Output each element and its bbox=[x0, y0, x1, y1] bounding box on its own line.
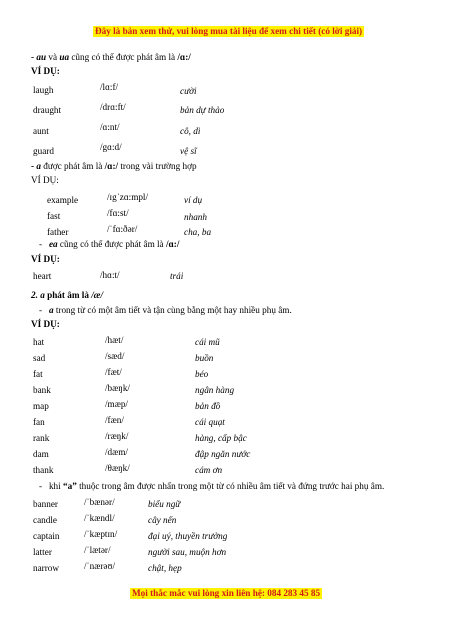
word: fast bbox=[47, 211, 61, 221]
ipa: /ˈbænər/ bbox=[84, 497, 115, 507]
ipa: /ˈlætər/ bbox=[84, 545, 111, 555]
section4-heading bbox=[31, 290, 103, 301]
word: latter bbox=[33, 547, 52, 557]
word: father bbox=[47, 227, 69, 237]
word: map bbox=[33, 401, 49, 411]
word: heart bbox=[33, 271, 52, 281]
meaning: bản dự thảo bbox=[180, 105, 225, 115]
word: narrow bbox=[33, 563, 60, 573]
letter-a-quoted: “a” bbox=[63, 481, 77, 491]
word: thank bbox=[33, 465, 54, 475]
ipa: /drɑ:ft/ bbox=[100, 102, 126, 112]
meaning: cái mũ bbox=[195, 337, 220, 347]
meaning: cười bbox=[180, 86, 197, 96]
meaning: cái quạt bbox=[195, 417, 225, 427]
word: guard bbox=[33, 146, 54, 156]
word: fat bbox=[33, 369, 43, 379]
ipa: /ræŋk/ bbox=[105, 431, 129, 441]
meaning: buồn bbox=[195, 353, 214, 363]
ipa: /fæn/ bbox=[105, 415, 124, 425]
ipa: /ˈkæptɪn/ bbox=[84, 529, 118, 539]
meaning: béo bbox=[195, 369, 209, 379]
meaning: cây nến bbox=[148, 515, 177, 525]
rule-text: trong vài trường hợp bbox=[118, 161, 197, 171]
sound: /ɑ:/ bbox=[104, 161, 119, 171]
ipa: /ˈkændl/ bbox=[84, 513, 115, 523]
heading-number: 2. bbox=[31, 290, 41, 300]
meaning: người sau, muộn hơn bbox=[148, 547, 227, 557]
word: banner bbox=[33, 499, 58, 509]
ipa: /hɑ:t/ bbox=[100, 270, 120, 280]
word: laugh bbox=[33, 85, 54, 95]
word: bank bbox=[33, 385, 51, 395]
ipa: /gɑ:d/ bbox=[100, 142, 122, 152]
letters-ea: ea bbox=[48, 239, 58, 249]
meaning: cám ơn bbox=[195, 465, 223, 475]
letter-a: a bbox=[40, 290, 45, 300]
word: candle bbox=[33, 515, 57, 525]
rule-text: khi bbox=[48, 481, 63, 491]
letter-a: a bbox=[48, 305, 54, 315]
dash: - bbox=[31, 52, 37, 62]
meaning: đập ngăn nước bbox=[195, 449, 251, 459]
meaning: biểu ngữ bbox=[148, 499, 181, 509]
example-label: VÍ DỤ: bbox=[31, 254, 60, 264]
dash: - bbox=[39, 481, 43, 491]
section5-rule bbox=[39, 481, 384, 492]
section2-rule bbox=[31, 161, 197, 172]
section3-rule bbox=[39, 239, 179, 250]
ipa: /θæŋk/ bbox=[105, 463, 130, 473]
rule-text: cũng có thể được phát âm là bbox=[69, 52, 178, 62]
meaning: ngân hàng bbox=[195, 385, 235, 395]
heading-text: phát âm là bbox=[44, 290, 92, 300]
letter-a: a bbox=[36, 161, 41, 171]
ipa: /hæt/ bbox=[105, 335, 124, 345]
letters-ua: ua bbox=[59, 52, 70, 62]
word: captain bbox=[33, 531, 60, 541]
dash: - bbox=[39, 239, 43, 249]
word: draught bbox=[33, 105, 62, 115]
meaning: ví dụ bbox=[184, 195, 203, 205]
ipa: /ɑ:nt/ bbox=[100, 122, 120, 132]
section4-rule bbox=[39, 305, 292, 316]
meaning: cha, ba bbox=[184, 227, 212, 237]
sound: /æ/ bbox=[91, 290, 103, 300]
ipa: /bæŋk/ bbox=[105, 383, 130, 393]
meaning: đại uý, thuyền trưởng bbox=[148, 531, 228, 541]
connector: và bbox=[46, 52, 60, 62]
rule-text: cũng có thể được phát âm là bbox=[57, 239, 166, 249]
dash: - bbox=[39, 305, 43, 315]
section1-rule bbox=[31, 52, 191, 63]
ipa: /fæt/ bbox=[105, 367, 122, 377]
sound: /ɑ:/ bbox=[165, 239, 180, 249]
ipa: /ˈnærəʊ/ bbox=[84, 561, 116, 571]
ipa: /lɑ:f/ bbox=[100, 82, 119, 92]
header-banner: Đây là bản xem thử, vui lòng mua tài liệu để xem chi tiết (có lời giải) bbox=[95, 26, 363, 36]
ipa: /ˈfɑ:ðər/ bbox=[107, 224, 138, 234]
meaning: hàng, cấp bậc bbox=[195, 433, 247, 443]
ipa: /fɑ:st/ bbox=[107, 208, 129, 218]
meaning: bản đồ bbox=[195, 401, 221, 411]
example-label: VÍ DỤ: bbox=[31, 175, 59, 185]
ipa: /ɪgˈzɑ:mpl/ bbox=[107, 192, 149, 202]
footer-banner: Mọi thắc mắc vui lòng xin liên hệ: 084 283 45 85 bbox=[132, 588, 321, 598]
rule-text: trong từ có một âm tiết và tận cùng bằng một hay nhiều phụ âm. bbox=[53, 305, 292, 315]
meaning: vệ sĩ bbox=[180, 146, 197, 156]
meaning: cô, dì bbox=[180, 126, 201, 136]
meaning: trái bbox=[170, 271, 184, 281]
word: rank bbox=[33, 433, 50, 443]
rule-text: thuộc trong âm được nhấn trong một từ có nhiều âm tiết và đứng trước hai phụ âm. bbox=[76, 481, 385, 491]
word: dam bbox=[33, 449, 49, 459]
dash: - bbox=[31, 161, 37, 171]
rule-text: được phát âm là bbox=[40, 161, 105, 171]
letters-au: au bbox=[36, 52, 47, 62]
ipa: /mæp/ bbox=[105, 399, 128, 409]
meaning: nhanh bbox=[184, 212, 207, 222]
ipa: /dæm/ bbox=[105, 447, 128, 457]
word: aunt bbox=[33, 126, 49, 136]
example-label: VÍ DỤ: bbox=[31, 66, 60, 76]
word: hat bbox=[33, 337, 45, 347]
word: fan bbox=[33, 417, 45, 427]
word: example bbox=[47, 195, 79, 205]
ipa: /sæd/ bbox=[105, 351, 125, 361]
word: sad bbox=[33, 353, 46, 363]
meaning: chật, hẹp bbox=[148, 563, 182, 573]
example-label: VÍ DỤ: bbox=[31, 319, 60, 329]
sound: /ɑ:/ bbox=[177, 52, 191, 62]
